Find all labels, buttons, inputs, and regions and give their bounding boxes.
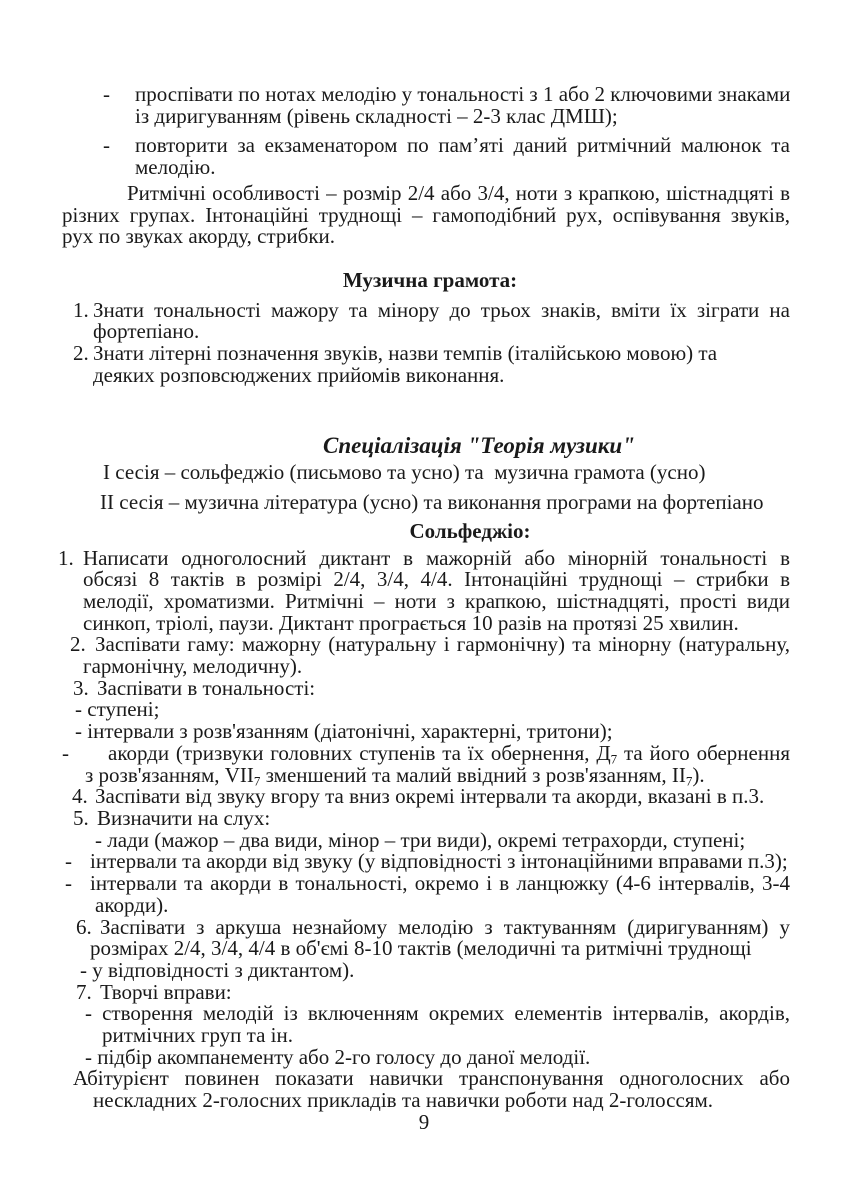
dash-marker: - — [62, 740, 69, 765]
text-line: І сесія – сольфеджіо (письмово та усно) та музична грамота (усно) — [103, 460, 706, 485]
text-line — [58, 569, 790, 591]
text-line — [58, 699, 790, 721]
text-line — [58, 321, 790, 343]
text-line — [58, 762, 790, 788]
number-marker: 1. — [58, 545, 74, 570]
text-line: нескладних 2-голосних прикладів та навички роботи над 2-голоссям. — [93, 1088, 714, 1113]
numbered-line — [58, 634, 790, 656]
text-line — [58, 656, 790, 678]
text-line — [58, 1025, 790, 1047]
text-line — [58, 892, 790, 917]
text-line — [58, 103, 790, 128]
text-line — [58, 1090, 790, 1112]
number-marker: 4. — [72, 784, 88, 809]
text-line: із диригуванням (рівень складності – 2-3 клас ДМШ); — [135, 103, 618, 128]
section-heading-solfeggio: Сольфеджіо: — [409, 518, 531, 543]
text-line: Заспівати в тональності: — [97, 675, 316, 700]
number-marker: 7. — [76, 979, 92, 1004]
text-line — [58, 180, 790, 205]
text-line: Написати одноголосний диктант в мажорній або мінорній тональності в — [83, 545, 790, 570]
text-line — [58, 226, 790, 248]
text-line — [58, 1068, 790, 1090]
bullet-line — [58, 84, 790, 106]
number-marker: 3. — [73, 675, 89, 700]
text-line: обсязі 8 тактів в розмірі 2/4, 3/4, 4/4. Інтонаційні труднощі – стрибки в — [83, 567, 790, 592]
text-line — [58, 588, 790, 613]
text-line — [58, 1044, 790, 1069]
text-line: деяких розповсюджених прийомів виконання. — [93, 362, 505, 387]
text-line: Абітурієнт повинен показати навички транспонування одноголосних або — [73, 1066, 790, 1091]
text-line: - лади (мажор – два види, мінор – три види), окремі тетрахорди, ступені; — [95, 827, 746, 852]
text-line: Ритмічні особливості – розмір 2/4 або 3/4, ноти з крапкою, шістнадцяті в — [127, 180, 790, 205]
text-line — [58, 462, 790, 484]
text-line: - створення мелодій із включенням окремих елементів інтервалів, акордів, — [85, 1001, 790, 1026]
text-line: акорди). — [95, 892, 169, 917]
text-line — [58, 827, 790, 852]
text-line: ритмічних груп та ін. — [102, 1023, 293, 1048]
text-line — [58, 202, 790, 227]
text-line: синкоп, тріолі, паузи. Диктант програється 10 разів на протязі 25 хвилин. — [83, 610, 739, 635]
text-line: Заспівати від звуку вгору та вниз окремі інтервали та акорди, вказані в п.3. — [95, 784, 765, 809]
text-line: фортепіано. — [93, 319, 200, 344]
text-line: з розв'язанням, $VII_7$ зменшений та малий ввідний з розв'язанням, $II_7$). — [85, 762, 705, 788]
text-line — [58, 610, 790, 635]
numbered-line — [58, 786, 790, 808]
numbered-line — [58, 297, 790, 322]
bullet-line — [58, 873, 790, 895]
text-line — [58, 157, 790, 179]
text-line: Творчі вправи: — [100, 979, 232, 1004]
text-line: - інтервали з розв'язанням (діатонічні, характерні, тритони); — [75, 719, 613, 744]
text-line: повторити за екзаменатором по пам’яті даний ритмічний малюнок та — [135, 133, 790, 158]
numbered-line — [58, 914, 790, 939]
number-marker: 2. — [70, 632, 86, 657]
number-marker: 6. — [76, 914, 92, 939]
number-marker: 1. — [73, 297, 89, 322]
dash-marker: - — [65, 871, 72, 896]
text-line — [58, 938, 790, 960]
number-marker: 2. — [73, 341, 89, 366]
text-line: - підбір акомпанементу або 2-го голосу до даної мелодії. — [85, 1044, 591, 1069]
text-line: Визначити на слух: — [97, 805, 271, 830]
text-line: інтервали та акорди в тональності, окремо і в ланцюжку (4-6 інтервалів, 3-4 — [90, 871, 790, 896]
text-line: Знати тональності мажору та мінору до трьох знаків, вміти їх зіграти на — [93, 297, 790, 322]
bullet-line — [58, 740, 790, 767]
number-marker: 5. — [73, 805, 89, 830]
text-line — [58, 1003, 790, 1025]
dash-marker: - — [65, 849, 72, 874]
text-line — [58, 362, 790, 387]
text-line: проспівати по нотах мелодію у тональності з 1 або 2 ключовими знаками — [135, 82, 791, 106]
text-line: гармонічну, мелодичну). — [83, 654, 303, 679]
text-line: мелодії, хроматизми. Ритмічні – ноти з крапкою, шістнадцяті, прості види — [83, 588, 790, 613]
numbered-line — [58, 675, 790, 700]
section-heading-music-literacy: Музична грамота: — [342, 267, 518, 292]
dash-marker: - — [103, 133, 110, 158]
text-line: Знати літерні позначення звуків, назви темпів (італійською мовою) та — [93, 341, 718, 366]
numbered-line — [58, 979, 790, 1004]
text-line: акорди (тризвуки головних ступенів та їх обернення, $Д_7$ та його обернення — [108, 740, 790, 767]
dash-marker: - — [103, 82, 110, 106]
text-line: мелодію. — [135, 155, 216, 180]
numbered-line — [58, 805, 790, 830]
document-content — [58, 84, 790, 1134]
bullet-line — [58, 135, 790, 157]
page-number: 9 — [418, 1109, 430, 1134]
text-line: Заспівати з аркуша незнайому мелодію з тактуванням (диригуванням) у — [100, 914, 790, 939]
text-line: - ступені; — [75, 697, 160, 722]
numbered-line — [58, 545, 790, 570]
section-heading-specialization: Спеціалізація "Теорія музики" — [323, 433, 635, 459]
text-line — [58, 721, 790, 743]
text-line: ІІ сесія – музична література (усно) та виконання програми на фортепіано — [100, 490, 764, 515]
text-line: Заспівати гаму: мажорну (натуральну і гармонічну) та мінорну (натуральну, — [95, 632, 790, 657]
text-line: інтервали та акорди від звуку (у відповідності з інтонаційними вправами п.3); — [90, 849, 788, 874]
bullet-line — [58, 851, 790, 873]
text-line — [58, 957, 790, 982]
text-line: рух по звуках акорду, стрибки. — [62, 224, 336, 249]
text-line — [58, 492, 790, 514]
text-line: різних групах. Інтонаційні труднощі – гамоподібний рух, оспівування звуків, — [62, 202, 790, 227]
numbered-line — [58, 343, 790, 365]
text-line: розмірах 2/4, 3/4, 4/4 в об'ємі 8-10 тактів (мелодичні та ритмічні труднощі — [90, 936, 752, 961]
text-line: - у відповідності з диктантом). — [80, 957, 355, 982]
